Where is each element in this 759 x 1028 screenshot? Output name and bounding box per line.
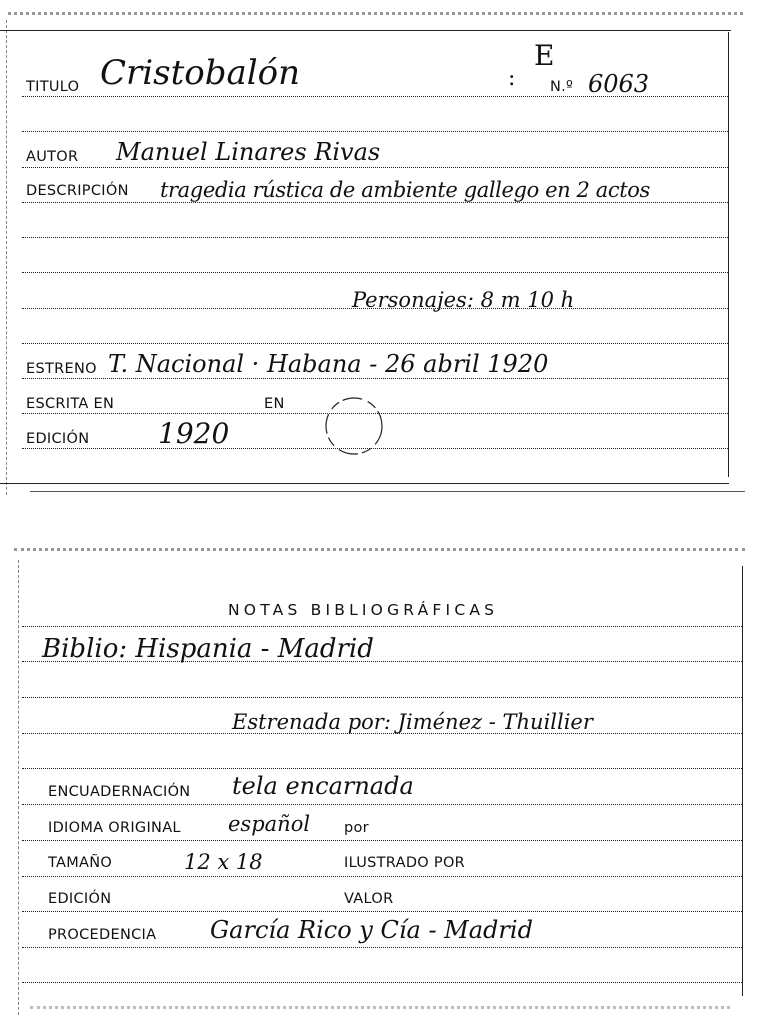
autor-value: Manuel Linares Rivas xyxy=(116,138,381,166)
rule xyxy=(22,804,742,805)
card-right-edge xyxy=(742,566,743,996)
rule xyxy=(22,237,728,238)
rule xyxy=(22,911,742,912)
rule xyxy=(22,343,728,344)
encuadernacion-value: tela encarnada xyxy=(232,772,414,800)
encuadernacion-label: ENCUADERNACIÓN xyxy=(48,784,191,800)
idioma-label: IDIOMA ORIGINAL xyxy=(48,820,181,836)
procedencia-value: García Rico y Cía - Madrid xyxy=(210,916,533,944)
rule xyxy=(22,167,728,168)
numero-label: N.º xyxy=(550,79,574,95)
card-left-edge xyxy=(18,560,19,1015)
card-left-edge xyxy=(6,20,7,495)
edicion-label: EDICIÓN xyxy=(26,431,90,447)
titulo-label: TITULO xyxy=(26,79,80,95)
rule xyxy=(22,768,742,769)
rule xyxy=(22,840,742,841)
valor-label: VALOR xyxy=(344,891,394,907)
card-shadow-edge xyxy=(30,491,745,492)
scan-speckle-top xyxy=(8,12,743,23)
rule xyxy=(22,202,728,203)
descripcion-label: DESCRIPCIÓN xyxy=(26,183,129,199)
prefix-mark: E xyxy=(534,39,555,72)
rule xyxy=(22,982,742,983)
idioma-value: español xyxy=(228,812,311,836)
punch-hole-icon xyxy=(318,392,388,462)
nota-1: Biblio: Hispania - Madrid xyxy=(42,634,374,664)
ilustrado-label: ILUSTRADO POR xyxy=(344,855,466,871)
card-right-edge xyxy=(728,32,729,477)
en-label: EN xyxy=(264,396,285,412)
card-bottom-edge xyxy=(0,483,729,484)
estreno-value: T. Nacional · Habana - 26 abril 1920 xyxy=(108,350,549,378)
edicion-label: EDICIÓN xyxy=(48,891,112,907)
card-top-edge xyxy=(0,30,731,31)
tamano-label: TAMAÑO xyxy=(48,855,113,871)
procedencia-label: PROCEDENCIA xyxy=(48,927,157,943)
titulo-value: Cristobalón xyxy=(100,53,300,93)
rule xyxy=(22,947,742,948)
rule xyxy=(22,876,742,877)
scan-speckle-top xyxy=(14,548,745,559)
rule xyxy=(22,378,728,379)
autor-label: AUTOR xyxy=(26,149,79,165)
notas-heading: NOTAS BIBLIOGRÁFICAS xyxy=(228,601,499,619)
tamano-value: 12 x 18 xyxy=(184,850,263,874)
rule xyxy=(22,697,742,698)
rule xyxy=(22,131,728,132)
nota-2: Estrenada por: Jiménez - Thuillier xyxy=(232,710,593,734)
scan-speckle-bottom xyxy=(30,1006,730,1017)
rule xyxy=(22,272,728,273)
por-label: por xyxy=(344,820,369,836)
descripcion-value: tragedia rústica de ambiente gallego en 2 actos xyxy=(160,178,650,202)
numero-value: 6063 xyxy=(588,70,650,98)
escrita-label: ESCRITA EN xyxy=(26,396,115,412)
rule xyxy=(22,626,742,627)
estreno-label: ESTRENO xyxy=(26,361,97,377)
edicion-value: 1920 xyxy=(158,417,230,450)
colon-mark: : xyxy=(508,66,516,91)
personajes-value: Personajes: 8 m 10 h xyxy=(352,288,575,312)
